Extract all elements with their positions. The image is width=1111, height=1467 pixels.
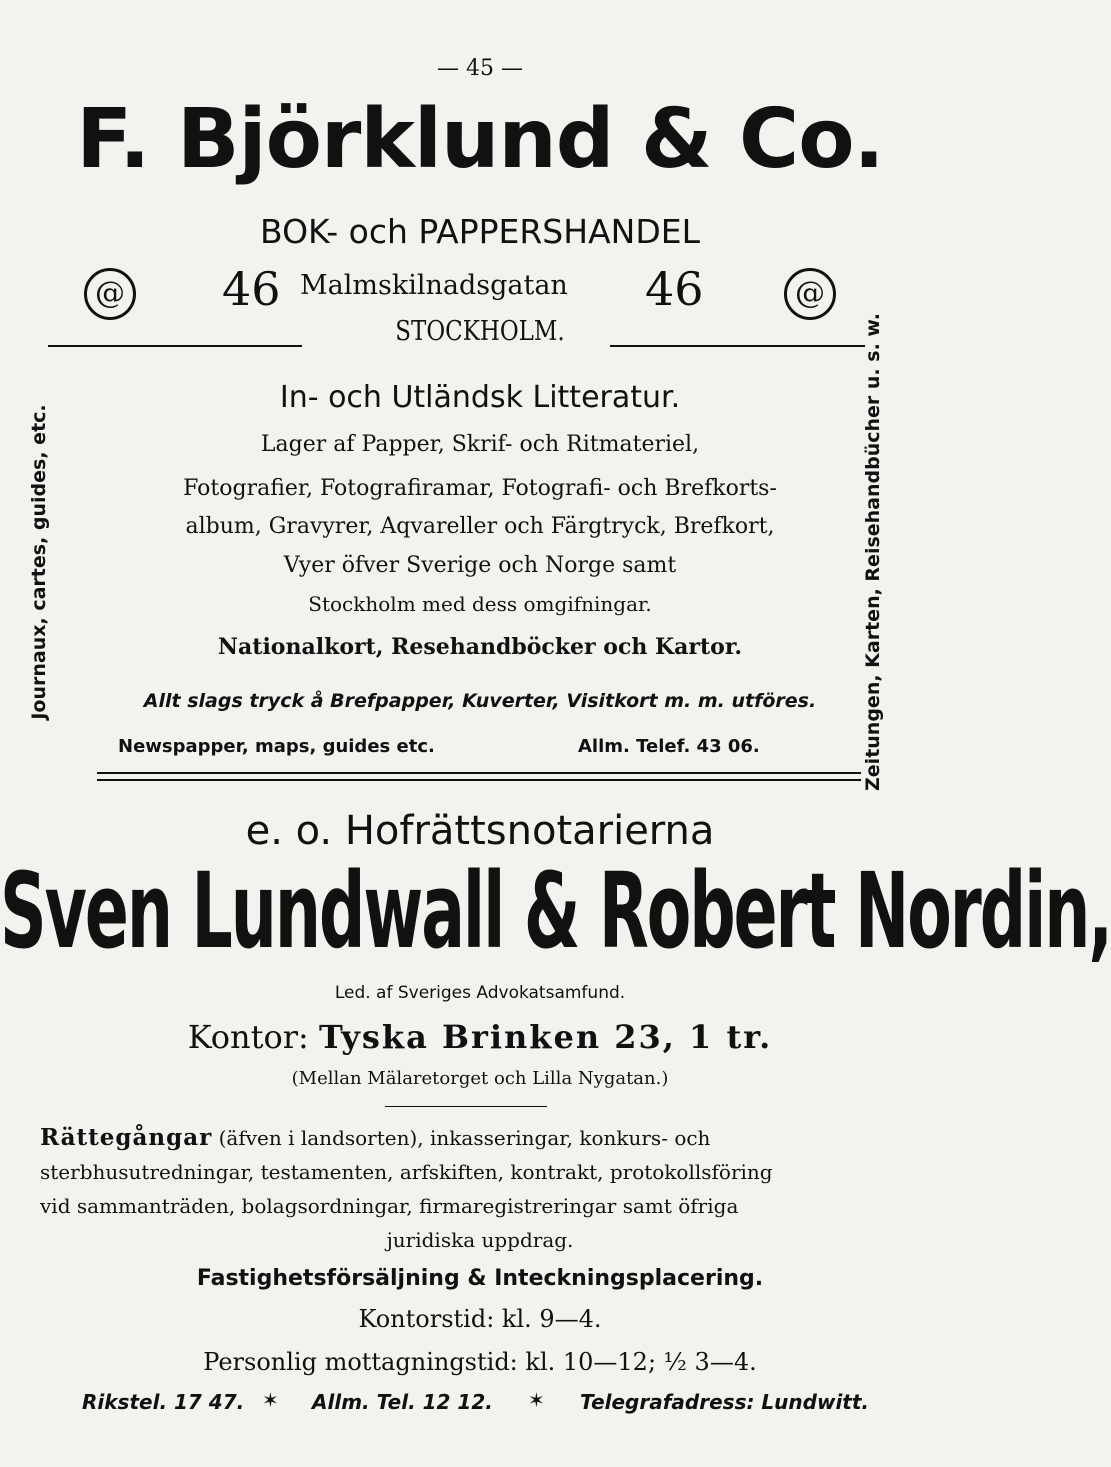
stock-line-5: Stockholm med dess omgifningar. <box>308 592 652 616</box>
right-scroll-ornament-icon: @ <box>784 268 836 320</box>
membership: Led. af Sveriges Advokatsamfund. <box>334 983 626 1003</box>
street-number-right: 46 <box>645 262 704 316</box>
star-icon: ✶ <box>528 1388 545 1412</box>
city: STOCKHOLM. <box>395 316 565 347</box>
page-number: — 45 — <box>437 56 523 81</box>
side-text-left: Journaux, cartes, guides, etc. <box>28 404 50 720</box>
stock-line-1: Lager af Papper, Skrif- och Ritmateriel, <box>260 432 700 457</box>
partner-names: Sven Lundwall & Robert Nordin, <box>0 850 1111 972</box>
allm-tel: Allm. Tel. 12 12. <box>312 1390 493 1414</box>
rikstel: Rikstel. 17 47. <box>82 1390 245 1414</box>
printing-line: Allt slags tryck å Brefpapper, Kuverter, Visitkort m. m. utföres. <box>143 690 817 712</box>
telegram-address: Telegrafadress: Lundwitt. <box>580 1390 870 1414</box>
divider-bottom <box>97 779 861 781</box>
stock-line-3: album, Gravyrer, Aqvareller och Färgtryck, Brefkort, <box>185 514 775 539</box>
stock-line-4: Vyer öfver Sverige och Norge samt <box>283 553 677 578</box>
personal-hours: Personlig mottagningstid: kl. 10—12; ½ 3—4. <box>203 1348 757 1376</box>
divider-top <box>97 772 861 774</box>
street-name: Malmskilnadsgatan <box>300 270 568 301</box>
left-scroll-ornament-icon: @ <box>84 268 136 320</box>
phone-line: Allm. Telef. 43 06. <box>578 736 760 757</box>
services-line-1: (äfven i landsorten), inkasseringar, konkurs- och <box>218 1126 711 1150</box>
real-estate-line: Fastighetsförsäljning & Inteckningsplacering. <box>196 1266 764 1291</box>
side-text-right: Zeitungen, Karten, Reisehandbücher u. s. w. <box>862 313 884 791</box>
office-address: Tyska Brinken 23, 1 tr. <box>319 1018 773 1056</box>
services-line-2: sterbhusutredningar, testamenten, arfskiften, kontrakt, protokollsföring <box>40 1160 773 1184</box>
litteratur-heading: In- och Utländsk Litteratur. <box>279 380 681 415</box>
street-number-left: 46 <box>222 262 281 316</box>
services-line-3: vid sammanträden, bolagsordningar, firmaregistreringar samt öfriga <box>40 1194 739 1218</box>
english-line: Newspapper, maps, guides etc. <box>118 736 435 757</box>
stock-line-2: Fotografier, Fotografiramar, Fotografi- och Brefkorts- <box>183 476 777 501</box>
office-hours: Kontorstid: kl. 9—4. <box>358 1305 602 1333</box>
office-label: Kontor: <box>187 1018 309 1056</box>
star-icon: ✶ <box>262 1388 279 1412</box>
services-line-4: juridiska uppdrag. <box>386 1228 574 1252</box>
office-location: (Mellan Mälaretorget och Lilla Nygatan.) <box>291 1068 669 1089</box>
stock-line-6: Nationalkort, Resehandböcker och Kartor. <box>217 634 743 660</box>
short-rule <box>385 1106 547 1107</box>
eo-title: e. o. Hofrättsnotarierna <box>245 808 715 854</box>
trade-title: BOK- och PAPPERSHANDEL <box>260 212 700 251</box>
services-lead: Rättegångar <box>40 1124 213 1151</box>
company-name: F. Björklund & Co. <box>76 92 884 187</box>
